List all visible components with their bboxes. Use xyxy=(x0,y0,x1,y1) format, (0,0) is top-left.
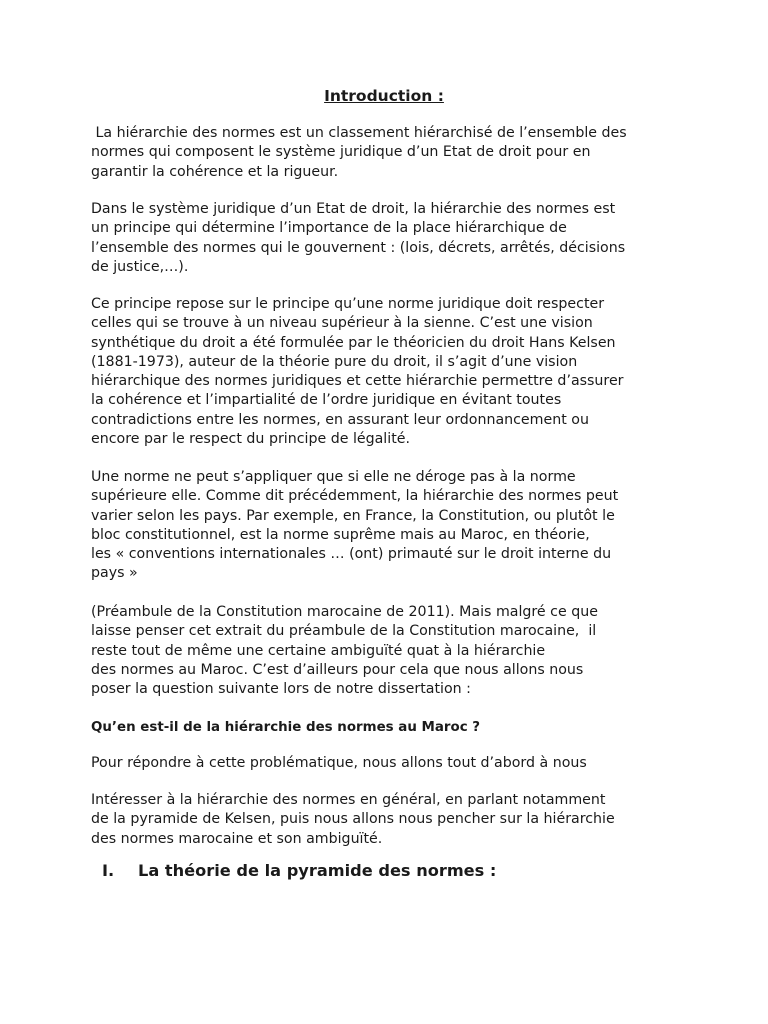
section-number: I. xyxy=(102,861,115,880)
text-line: encore par le respect du principe de légalité. xyxy=(91,431,410,448)
text-line: reste tout de même une certaine ambiguïté quat à la hiérarchie xyxy=(91,642,546,659)
paragraph-norm-application xyxy=(91,468,691,584)
text-line: varier selon les pays. Par exemple, en France, la Constitution, ou plutôt le xyxy=(91,507,615,524)
text-line: des normes au Maroc. C’est d’ailleurs pour cela que nous allons nous xyxy=(91,661,584,678)
text-line: supérieure elle. Comme dit précédemment, la hiérarchie des normes peut xyxy=(91,488,619,505)
text-line: poser la question suivante lors de notre dissertation : xyxy=(91,681,471,698)
text-line: pays » xyxy=(91,565,138,582)
text-line: les « conventions internationales … (ont) primauté sur le droit interne du xyxy=(91,546,612,563)
text-line: laisse penser cet extrait du préambule de la Constitution marocaine, il xyxy=(91,623,597,640)
text-line: Dans le système juridique d’un Etat de droit, la hiérarchie des normes est xyxy=(91,201,616,217)
text-line: celles qui se trouve à un niveau supérieur à la sienne. C’est une vision xyxy=(91,315,593,332)
text-line: hiérarchique des normes juridiques et cette hiérarchie permettre d’assurer xyxy=(91,373,624,390)
text-line: normes qui composent le système juridique d’un Etat de droit pour en xyxy=(91,144,591,161)
text-line: de justice,…). xyxy=(91,258,189,275)
paragraph-constitution xyxy=(91,603,691,699)
text-line: des normes marocaine et son ambiguïté. xyxy=(91,830,383,847)
text-line: Ce principe repose sur le principe qu’une norme juridique doit respecter xyxy=(91,296,605,312)
text-line: La hiérarchie des normes est un classement hiérarchisé de l’ensemble des xyxy=(91,125,627,141)
problem-question: Qu’en est-il de la hiérarchie des normes au Maroc ? xyxy=(91,720,481,735)
section-title: La théorie de la pyramide des normes : xyxy=(138,861,497,880)
paragraph-principle xyxy=(91,200,691,277)
text-line: Une norme ne peut s’appliquer que si elle ne déroge pas à la norme xyxy=(91,469,576,485)
text-line: la cohérence et l’impartialité de l’ordre juridique en évitant toutes xyxy=(91,392,562,409)
text-line: un principe qui détermine l’importance de la place hiérarchique de xyxy=(91,220,567,237)
text-line: contradictions entre les normes, en assurant leur ordonnancement ou xyxy=(91,411,589,428)
section-heading xyxy=(102,860,496,882)
text-line: garantir la cohérence et la rigueur. xyxy=(91,163,339,180)
paragraph-kelsen xyxy=(91,295,691,449)
text-line: Intéresser à la hiérarchie des normes en général, en parlant notamment xyxy=(91,792,606,808)
text-line: (Préambule de la Constitution marocaine de 2011). Mais malgré ce que xyxy=(91,604,598,620)
text-line: (1881-1973), auteur de la théorie pure du droit, il s’agit d’une vision xyxy=(91,353,578,370)
text-line: synthétique du droit a été formulée par le théoricien du droit Hans Kelsen xyxy=(91,334,616,351)
text-line: bloc constitutionnel, est la norme suprême mais au Maroc, en théorie, xyxy=(91,526,590,543)
paragraph-plan xyxy=(91,791,691,849)
text-line: Pour répondre à cette problématique, nous allons tout d’abord à nous xyxy=(91,755,587,771)
text-line: de la pyramide de Kelsen, puis nous allons nous pencher sur la hiérarchie xyxy=(91,811,615,828)
paragraph-response xyxy=(91,754,691,773)
paragraph-definition xyxy=(91,124,691,182)
text-line: l’ensemble des normes qui le gouvernent : (lois, décrets, arrêtés, décisions xyxy=(91,239,626,256)
page-title: Introduction : xyxy=(324,87,444,105)
